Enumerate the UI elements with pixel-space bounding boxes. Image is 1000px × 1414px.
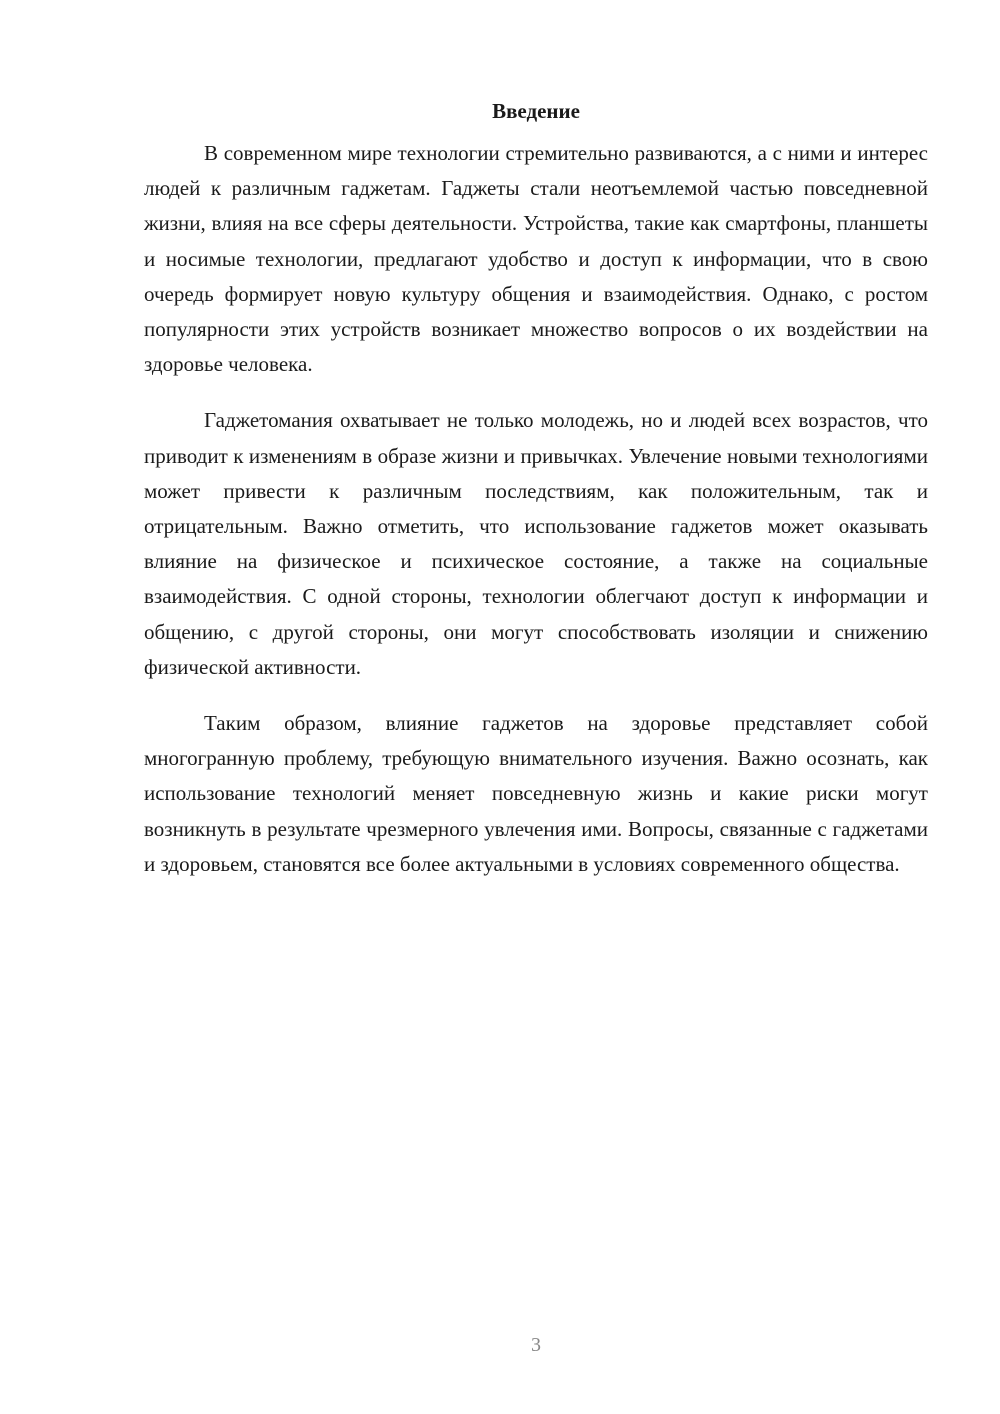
page-number: 3 [531, 1334, 541, 1356]
section-title: Введение [492, 99, 580, 123]
paragraph-1: В современном мире технологии стремительно развиваются, а с ними и интерес людей к различным гаджетам. Гаджеты стали неотъемлемой частью повседневной жизни, влияя на все сферы деятельности. Устройства, такие как смартфоны, планшеты и носимые технологии, предлагают удобство и доступ к информации, что в свою очередь формирует новую культуру общения и взаимодействия. Однако, с ростом популярности этих устройств возникает множество вопросов о их воздействии на здоровье человека. [144, 141, 928, 377]
paragraph-3: Таким образом, влияние гаджетов на здоровье представляет собой многогранную проблему, требующую внимательного изучения. Важно осознать, как использование технологий меняет повседневную жизнь и какие риски могут возникнуть в результате чрезмерного увлечения ими. Вопросы, связанные с гаджетами и здоровьем, становятся все более актуальными в условиях современного общества. [144, 711, 928, 876]
page-content [144, 96, 928, 903]
paragraph-2: Гаджетомания охватывает не только молодежь, но и людей всех возрастов, что приводит к изменениям в образе жизни и привычках. Увлечение новыми технологиями может привести к различным последствиям, как положительным, так и отрицательным. Важно отметить, что использование гаджетов может оказывать влияние на физическое и психическое состояние, а также на социальные взаимодействия. С одной стороны, технологии облегчают доступ к информации и общению, с другой стороны, они могут способствовать изоляции и снижению физической активности. [144, 408, 928, 679]
